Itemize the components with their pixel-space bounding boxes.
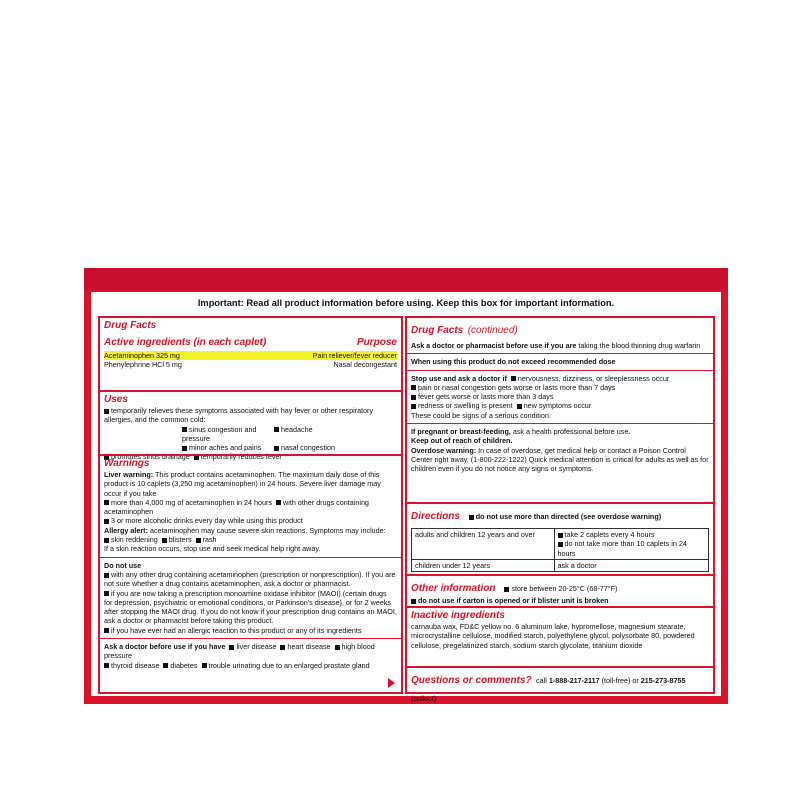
table-row: children under 12 years ask a doctor bbox=[412, 559, 709, 571]
active-ingredients-section bbox=[100, 318, 401, 390]
phone-tollfree: 1-888-217-2117 bbox=[548, 676, 600, 685]
box-back-panel bbox=[91, 292, 721, 703]
liver-items: more than 4,000 mg of acetaminophen in 24 hours with other drugs containing acetaminophen 3 or more alcoholic drinks every day while using this product bbox=[104, 497, 369, 526]
box-top-flap bbox=[84, 268, 728, 290]
uses-heading: Uses bbox=[104, 394, 128, 405]
when-using: When using this product do not exceed recommended dose bbox=[411, 357, 616, 367]
product-box bbox=[84, 268, 728, 704]
allergy-items: skin reddening blisters rash bbox=[104, 535, 397, 544]
drug-facts-left-column bbox=[98, 316, 403, 694]
continue-arrow-icon bbox=[388, 678, 395, 688]
table-row: adults and children 12 years and over take 2 caplets every 4 hours do not take more than 10 caplets in 24 hours bbox=[412, 529, 709, 560]
inactive-ingredients-section bbox=[407, 606, 713, 666]
list-item: sinus congestion and pressure bbox=[182, 424, 257, 443]
uses-list-2: promotes sinus drainage temporarily reduces fever bbox=[104, 452, 397, 461]
ingredient-row: Phenylephrine HCl 5 mg Nasal decongestant bbox=[104, 360, 397, 370]
questions-section: Questions or comments? call 1-888-217-2117 (toll-free) or 215-273-8755 (collect) bbox=[407, 666, 713, 692]
list-item: if you have ever had an allergic reaction to this product or any of its ingredients bbox=[104, 626, 397, 635]
purpose-heading: Purpose bbox=[356, 337, 397, 348]
uses-intro: temporarily relieves these symptoms associated with hay fever or other respiratory allergies, and the common cold: bbox=[104, 406, 374, 425]
directions-header: Directions do not use more than directed (see overdose warning) bbox=[411, 511, 662, 522]
questions-heading: Questions or comments? bbox=[411, 675, 532, 686]
liver-warning: Liver warning: This product contains acetaminophen. The maximum daily dose of this product is 10 caplets (3,250 mg acetaminophen) in 24 hours. Severe liver damage may occur if you take bbox=[104, 470, 381, 498]
warnings-heading: Warnings bbox=[104, 458, 150, 469]
directions-table bbox=[411, 528, 709, 572]
inactive-ingredients-heading: Inactive ingredients bbox=[411, 610, 505, 621]
allergy-after: If a skin reaction occurs, stop use and seek medical help right away. bbox=[104, 544, 321, 554]
ingredient-row: Acetaminophen 325 mg Pain reliever/fever reducer bbox=[104, 351, 397, 360]
drug-facts-continued-title: Drug Facts (continued) bbox=[411, 325, 518, 336]
pregnant-warning: If pregnant or breast-feeding, ask a health professional before use. bbox=[411, 427, 631, 437]
list-item: if you are now taking a prescription monoamine oxidase inhibitor (MAOI) (certain drugs for depression, psychiatric or emotional conditions, or Parkinson's disease), or for 2 weeks after stopping the MAOI drug. If you do not know if your prescription drug contains an MAOI, ask a doctor or pharmacist before taking this product. bbox=[104, 588, 397, 626]
list-item: do not use if carton is opened or if blister unit is broken bbox=[411, 596, 709, 605]
box-reflection bbox=[84, 706, 728, 766]
list-item: headache bbox=[274, 425, 382, 444]
ask-pharmacist: Ask a doctor or pharmacist before use if you are taking the blood thinning drug warfarin bbox=[411, 341, 701, 350]
warnings-section bbox=[100, 454, 401, 692]
list-item: with any other drug containing acetaminophen (prescription or nonprescription). If you are not sure whether a drug contains acetaminophen, ask a doctor or pharmacist. bbox=[104, 569, 396, 589]
allergy-alert: Allergy alert: acetaminophen may cause severe skin reactions. Symptoms may include: bbox=[104, 525, 386, 535]
active-ingredients-heading: Active ingredients (in each caplet) bbox=[104, 337, 267, 348]
other-information-heading: Other information bbox=[411, 583, 496, 594]
drug-facts-title: Drug Facts bbox=[104, 320, 157, 331]
uses-list bbox=[104, 425, 397, 453]
continued-section bbox=[407, 318, 713, 502]
stop-use-row: Stop use and ask a doctor if nervousness, dizziness, or sleeplessness occur bbox=[411, 373, 670, 383]
ask-doctor-row: Ask a doctor before use if you have liver disease heart disease high blood pressure bbox=[104, 642, 375, 661]
other-information-section: Other information store between 20-25°C (68-77°F) do not use if carton is opened or if blister unit is broken bbox=[407, 574, 713, 606]
phone-collect: 215-273-8755 bbox=[640, 676, 686, 685]
list-item: pain or nasal congestion gets worse or lasts more than 7 days bbox=[411, 383, 709, 392]
list-item: redness or swelling is present new symptoms occur bbox=[411, 401, 709, 410]
drug-facts-right-column bbox=[405, 316, 715, 703]
inactive-ingredients-text: carnauba wax, FD&C yellow no. 6 aluminum lake, hypromellose, magnesium stearate, microcrystalline cellulose, modified starch, polyethylene glycol, polysorbate 80, powdered cellulose, pregelatinized starch, sodium starch glycolate, titanium dioxide bbox=[411, 622, 695, 650]
overdose-warning: Overdose warning: In case of overdose, get medical help or contact a Poison Control Center right away. (1-800-222-1222) Quick medical attention is critical for adults as well as for children even if you do not notice any signs or symptoms. bbox=[411, 445, 709, 474]
list-item: minor aches and pains bbox=[182, 443, 270, 452]
do-not-use-heading: Do not use bbox=[104, 560, 142, 570]
important-notice: Important: Read all product information before using. Keep this box for important information. bbox=[197, 298, 615, 308]
list-item: fever gets worse or lasts more than 3 days bbox=[411, 392, 709, 401]
stop-after: These could be signs of a serious condition. bbox=[411, 410, 551, 420]
keep-out-of-reach: Keep out of reach of children. bbox=[411, 436, 513, 446]
list-item: nasal congestion bbox=[274, 443, 382, 452]
uses-section bbox=[100, 390, 401, 462]
directions-section bbox=[407, 502, 713, 574]
ask-doctor-row-2: thyroid disease diabetes trouble urinating due to an enlarged prostate gland bbox=[104, 661, 397, 670]
